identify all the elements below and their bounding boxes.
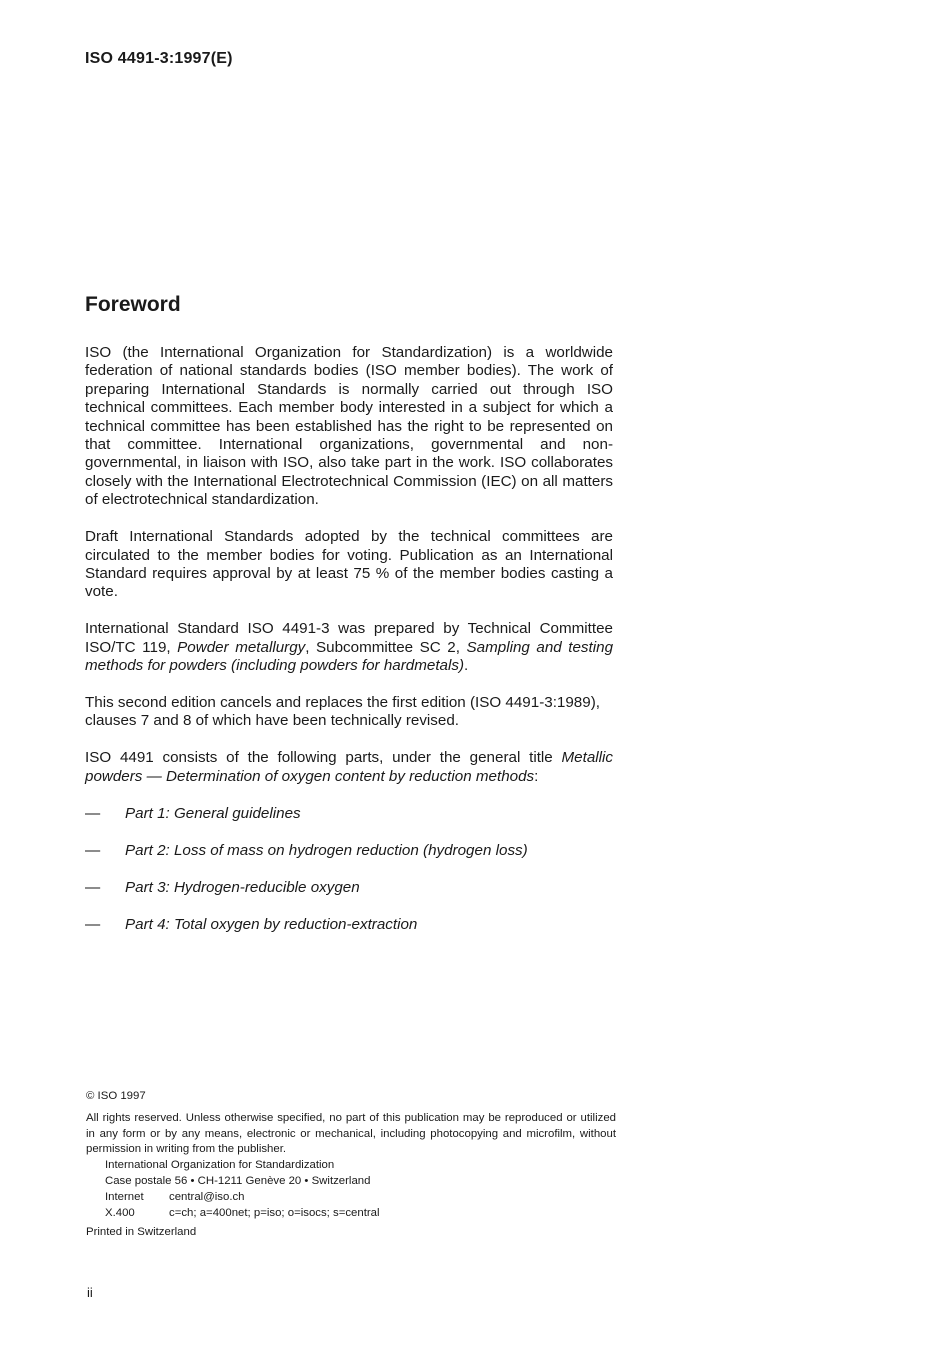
text-run: International Standard ISO 4491-3 was prepared by Technical Committee ISO/TC 119, <box>85 620 613 656</box>
parts-list <box>85 805 613 934</box>
list-dash: — <box>85 841 101 859</box>
list-dash: — <box>85 878 101 896</box>
text-run: . <box>464 657 469 675</box>
rights-statement: All rights reserved. Unless otherwise specified, no part of this publication may be reproduced or utilized in any form or by any means, electronic or mechanical, including photocopying and microfilm, without permission in writing from the publisher. <box>86 1111 616 1156</box>
part-label: Part 4: Total oxygen by reduction-extraction <box>125 915 418 933</box>
paragraph-draft-standards: Draft International Standards adopted by the technical committees are circulated to the member bodies for voting. Publication as an International Standard requires approval by at least 75 % of the member bodies casting a vote. <box>85 528 613 601</box>
part-label: Part 1: General guidelines <box>125 804 301 822</box>
internet-label: Internet <box>105 1190 144 1203</box>
foreword-heading: Foreword <box>85 293 181 316</box>
copyright-notice: © ISO 1997 <box>86 1090 146 1102</box>
general-title: Metallic powders — Determination of oxygen content by reduction methods <box>85 749 613 785</box>
list-dash: — <box>85 804 101 822</box>
x400-address: c=ch; a=400net; p=iso; o=isocs; s=central <box>169 1206 380 1219</box>
document-id: ISO 4491-3:1997(E) <box>85 50 233 67</box>
copyright-block <box>86 1089 616 1241</box>
internet-address: central@iso.ch <box>169 1190 245 1203</box>
page-number: ii <box>87 1285 93 1300</box>
part-label: Part 2: Loss of mass on hydrogen reduction (hydrogen loss) <box>125 841 528 859</box>
organization-name: International Organization for Standardization <box>105 1159 335 1172</box>
x400-row <box>105 1206 616 1222</box>
paragraph-edition: This second edition cancels and replaces the first edition (ISO 4491-3:1989), clauses 7 and 8 of which have been technically revised. <box>85 694 600 730</box>
postal-address: Case postale 56 • CH-1211 Genève 20 • Switzerland <box>105 1174 371 1187</box>
committee-name: Powder metallurgy <box>177 638 306 656</box>
text-run: ISO 4491 consists of the following parts, under the general title <box>85 749 562 767</box>
internet-row <box>105 1190 616 1206</box>
subcommittee-name: Sampling and testing methods for powders (including powders for hardmetals) <box>85 638 614 675</box>
list-item <box>85 842 613 860</box>
printed-in: Printed in Switzerland <box>86 1226 197 1239</box>
text-run: : <box>534 767 539 785</box>
text-run: , Subcommittee SC 2, <box>305 638 467 656</box>
foreword-body <box>85 344 613 953</box>
x400-label: X.400 <box>105 1206 135 1219</box>
part-label: Part 3: Hydrogen-reducible oxygen <box>125 878 360 896</box>
list-dash: — <box>85 915 101 933</box>
list-item <box>85 805 613 823</box>
publisher-address <box>86 1158 616 1221</box>
paragraph-iso-intro: ISO (the International Organization for Standardization) is a worldwide federation of national standards bodies (ISO member bodies). The work of preparing International Standards is normally carried out through ISO technical committees. Each member body interested in a subject for which a technical committee has been established has the right to be represented on that committee. International organizations, governmental and non-governmental, in liaison with ISO, also take part in the work. ISO collaborates closely with the International Electrotechnical Commission (IEC) on all matters of electrotechnical standardization. <box>85 344 613 509</box>
list-item <box>85 879 613 897</box>
paragraph-parts-intro <box>85 749 613 786</box>
paragraph-prepared-by <box>85 620 613 675</box>
list-item <box>85 916 613 934</box>
